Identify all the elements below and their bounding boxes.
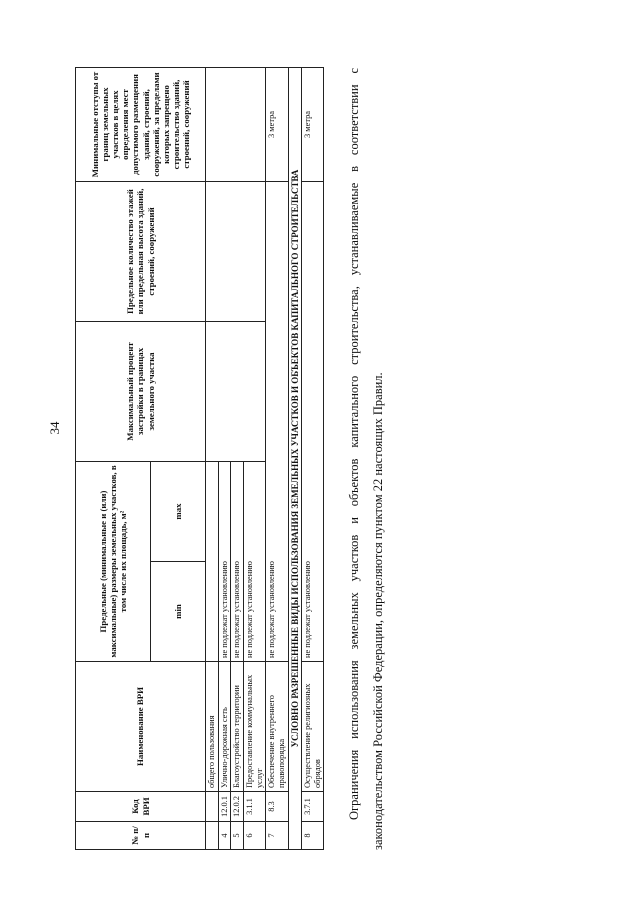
header-sizes: Предельные (минимальные и (или) максимальные) размеры земельных участков, в том числе их площадь, м² — [76, 461, 151, 661]
table-row — [206, 67, 219, 849]
cell-num: 6 — [243, 822, 265, 850]
cell-code: 8.3 — [266, 792, 288, 822]
cell-code: 3.7.1 — [301, 792, 323, 822]
cell-name: общего пользования — [206, 662, 219, 792]
cell-name: Осуществление религиозных обрядов — [301, 662, 323, 792]
table-row — [266, 67, 288, 849]
footnote-paragraph: Ограничения использования земельных участков и объектов капитального строительства, устанавливаемые в соответствии с законодательством Российской Федерации, определяются пунктом 22 настоящих Правил. — [347, 68, 385, 850]
cell-sizes: не подлежат установлению — [231, 461, 244, 661]
cell-name: Благоустройство территории — [231, 662, 244, 792]
header-percent: Максимальный процент застройки в границах земельного участка — [76, 321, 206, 461]
cell-code: 3.1.1 — [243, 792, 265, 822]
cell-percent — [206, 321, 266, 461]
regulations-table — [75, 67, 324, 850]
cell-setback — [206, 67, 266, 181]
cell-setback: 3 метра — [266, 67, 288, 181]
cell-code: 12.0.2 — [231, 792, 244, 822]
cell-num: 8 — [301, 822, 323, 850]
header-min: min — [151, 562, 206, 662]
cell-floors — [206, 181, 266, 321]
page-number: 34 — [47, 421, 62, 435]
cell-name: Предоставление коммунальных услуг — [243, 662, 265, 792]
cell-sizes: не подлежат установлению — [243, 461, 265, 661]
cell-name: Улично-дорожная сеть — [218, 662, 231, 792]
header-row — [76, 67, 151, 849]
landscape-content — [75, 50, 385, 850]
header-max: max — [151, 461, 206, 561]
header-num: № п/п — [76, 822, 206, 850]
cell-code — [206, 792, 219, 822]
table-row — [301, 67, 323, 849]
header-name: Наименование ВРИ — [76, 662, 206, 792]
cell-sizes: не подлежат установлению — [301, 181, 323, 661]
cell-sizes — [206, 461, 219, 661]
rotated-page-content — [75, 50, 385, 850]
cell-name: Обеспечение внутреннего правопорядка — [266, 662, 288, 792]
cell-setback: 3 метра — [301, 67, 323, 181]
cell-num: 7 — [266, 822, 288, 850]
header-floors: Предельное количество этажей или предельная высота зданий, строений, сооружений — [76, 181, 206, 321]
cell-num: 4 — [218, 822, 231, 850]
cell-num — [206, 822, 219, 850]
header-setbacks: Минимальные отступы от границ земельных участков в целях определения мест допустимого размещения зданий, строений, сооружений, за пределами которых запрещено строительство зданий, строений, сооружений — [76, 67, 206, 181]
section-title: УСЛОВНО РАЗРЕШЕННЫЕ ВИДЫ ИСПОЛЬЗОВАНИЯ ЗЕМЕЛЬНЫХ УЧАСТКОВ И ОБЪЕКТОВ КАПИТАЛЬНОГО СТРОИТЕЛЬСТВА — [288, 67, 301, 849]
cell-sizes: не подлежат установлению — [218, 461, 231, 661]
cell-sizes: не подлежат установлению — [266, 181, 288, 661]
section-row — [288, 67, 301, 849]
header-code: Код ВРИ — [76, 792, 206, 822]
cell-num: 5 — [231, 822, 244, 850]
cell-code: 12.0.1 — [218, 792, 231, 822]
